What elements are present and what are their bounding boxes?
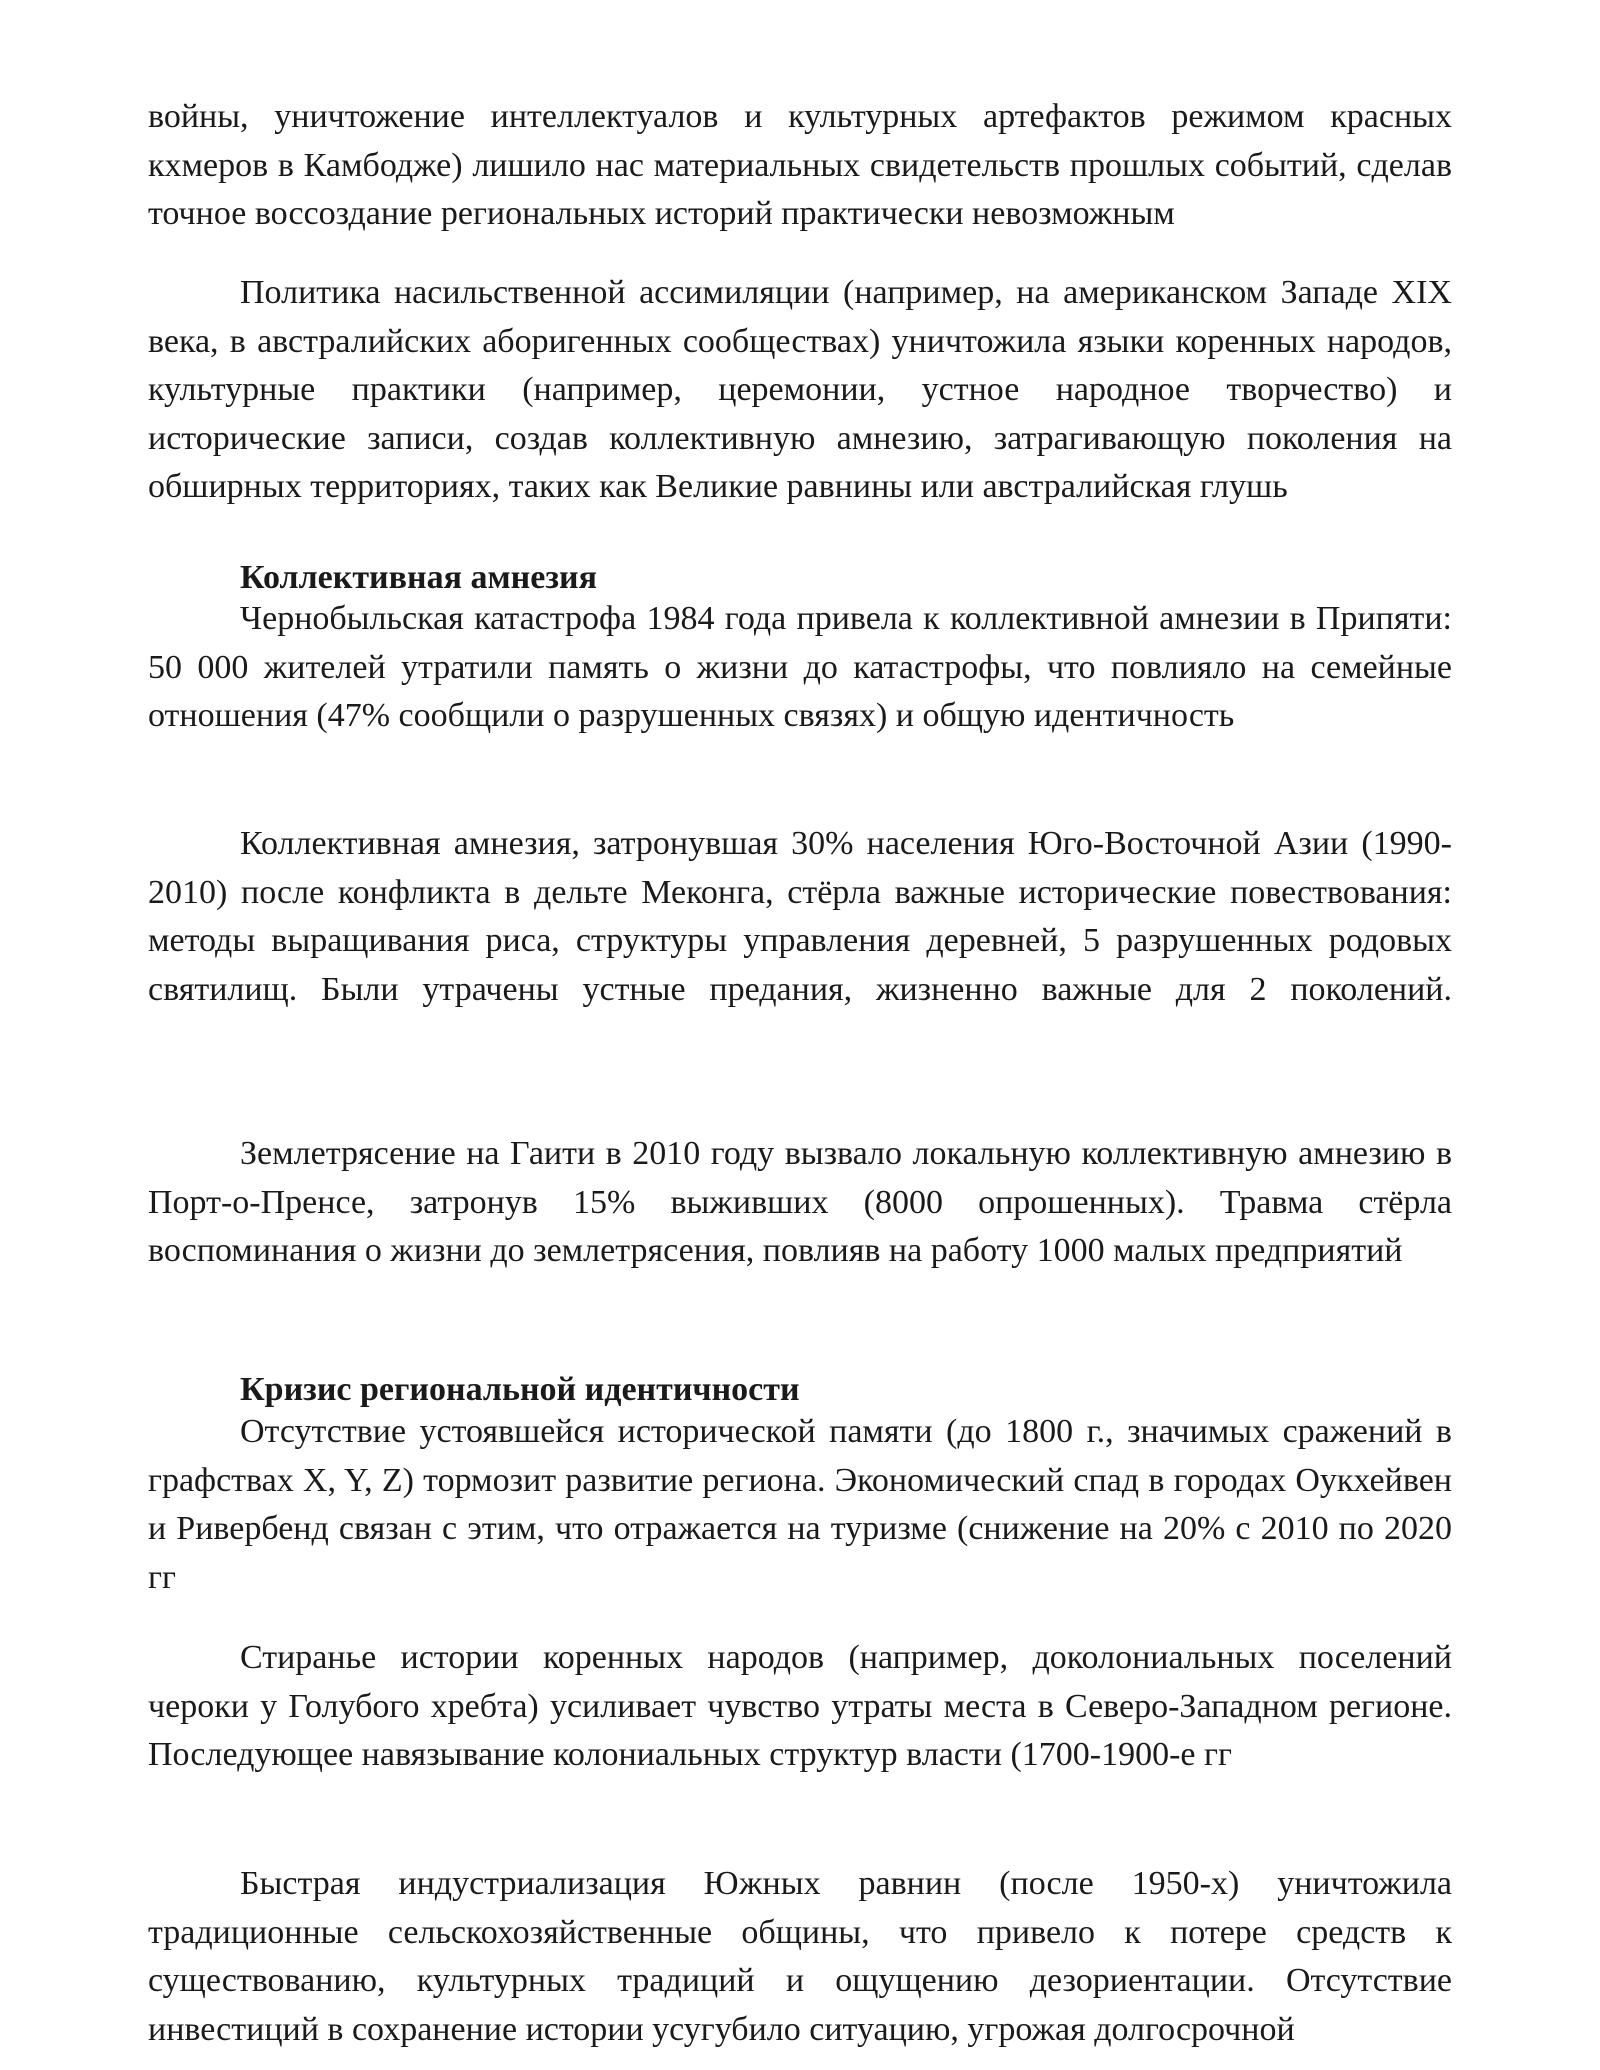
paragraph-chernobyl: Чернобыльская катастрофа 1984 года привела к коллективной амнезии в Припяти: 50 000 жителей утратили память о жизни до катастрофы, что повлияло на семейные отношения (47% сообщили о разрушенных связях) и общую идентичность xyxy=(148,600,1452,734)
paragraph-haiti: Землетрясение на Гаити в 2010 году вызвало локальную коллективную амнезию в Порт-о-Пренсе, затронув 15% выживших (8000 опрошенных). Травма стёрла воспоминания о жизни до землетрясения, повлияв на работу 1000 малых предприятий xyxy=(148,1135,1452,1269)
paragraph-historical-memory: Отсутствие устоявшейся исторической памяти (до 1800 г., значимых сражений в графствах X, Y, Z) тормозит развитие региона. Экономический спад в городах Оукхейвен и Ривербенд связан с этим, что отражается на туризме (снижение на 20% с 2010 по 2020 гг xyxy=(148,1413,1452,1596)
paragraph-industrialization: Быстрая индустриализация Южных равнин (после 1950-х) уничтожила традиционные сельскохозяйственные общины, что привело к потере средств к существованию, культурных традиций и ощущению дезориентации. Отсутствие инвестиций в сохранение истории усугубило ситуацию, угрожая долгосрочной xyxy=(148,1865,1452,2048)
paragraph-khmer-rouge: войны, уничтожение интеллектуалов и культурных артефактов режимом красных кхмеров в Камбодже) лишило нас материальных свидетельств прошлых событий, сделав точное воссоздание региональных историй практически невозможным xyxy=(148,98,1452,232)
paragraph-forced-assimilation: Политика насильственной ассимиляции (например, на американском Западе XIX века, в австралийских аборигенных сообществах) уничтожила языки коренных народов, культурные практики (например, церемонии, устное народное творчество) и исторические записи, создав коллективную амнезию, затрагивающую поколения на обширных территориях, таких как Великие равнины или австралийская глушь xyxy=(148,274,1452,505)
paragraph-mekong: Коллективная амнезия, затронувшая 30% населения Юго-Восточной Азии (1990-2010) после конфликта в дельте Меконга, стёрла важные исторические повествования: методы выращивания риса, структуры управления деревней, 5 разрушенных родовых святилищ. Были утрачены устные предания, жизненно важные для 2 поколений. xyxy=(148,825,1452,1008)
heading-collective-amnesia: Коллективная амнезия xyxy=(240,559,597,596)
paragraph-indigenous-history: Стиранье истории коренных народов (например, доколониальных поселений чероки у Голубого хребта) усиливает чувство утраты места в Северо-Западном регионе. Последующее навязывание колониальных структур власти (1700-1900-е гг xyxy=(148,1639,1452,1773)
heading-regional-identity-crisis: Кризис региональной идентичности xyxy=(240,1371,800,1408)
